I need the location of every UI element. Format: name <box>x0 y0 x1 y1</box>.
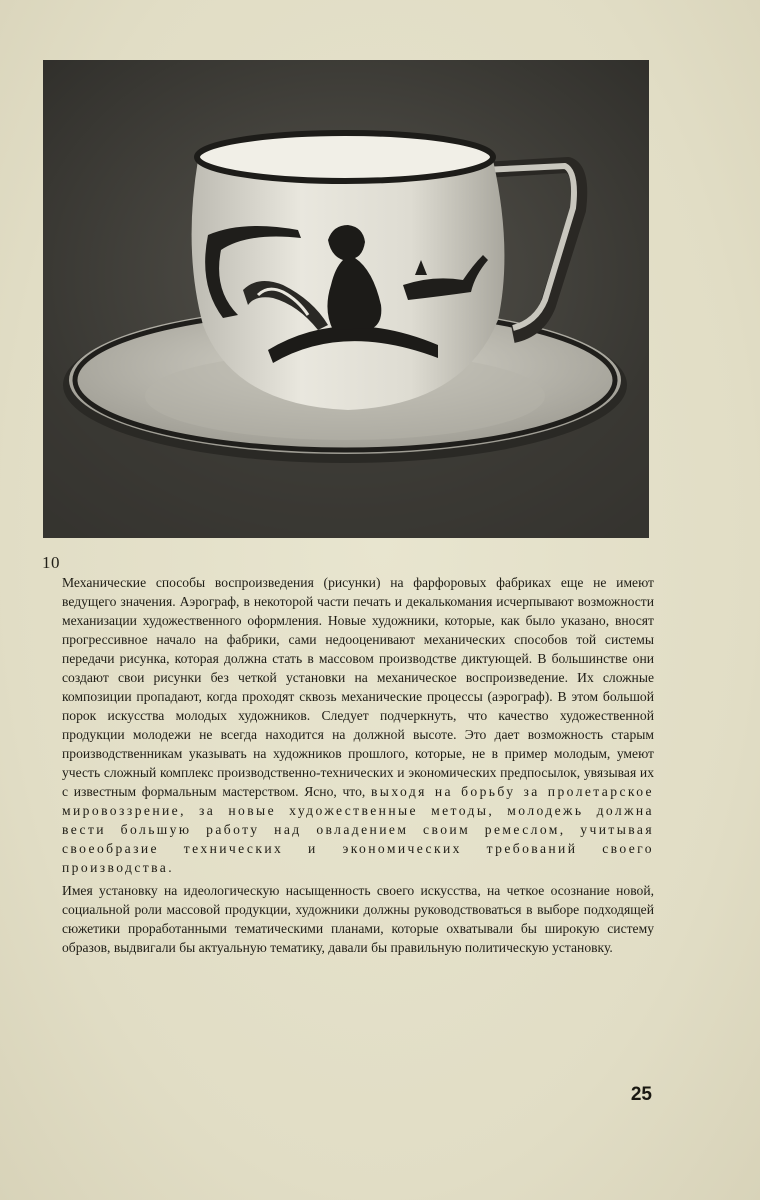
teacup-illustration <box>43 60 649 538</box>
paragraph-1 <box>62 573 654 877</box>
cup-body <box>192 133 505 410</box>
page-number: 25 <box>630 1084 652 1105</box>
article-text <box>62 573 654 957</box>
paragraph-1-spaced-text: выходя на борьбу за пролетарское мировоззрение, за новые художественные методы, молодежь должна вести большую работу над овладением своим ремеслом, учитывая своеобразие технических и экономических требований своего производства. <box>62 784 654 875</box>
paragraph-2: Имея установку на идеологическую насыщенность своего искусства, на четкое осознание новой, социальной роли массовой продукции, художники должны руководствоваться в выборе подходящей сюжетики проработанными тематическими планами, которые охватывали бы широкую систему образов, выдвигали бы актуальную тематику, давали бы правильную политическую установку. <box>62 883 654 955</box>
figure-number: 10 <box>42 553 60 572</box>
paragraph-1-text: Механические способы воспроизведения (рисунки) на фарфоровых фабриках еще не имеют ведущего значения. Аэрограф, в некоторой части печать и декалькомания исчерпывают возможности механизации художественного оформления. Новые художники, которые, как было указано, вносят прогрессивное начало на фабрики, сами недооценивают механических способов той системы передачи рисунка, которая должна стать в массовом производстве диктующей. В большинстве они создают свои рисунки без четкой установки на механическое воспроизведение. Их сложные композиции пропадают, когда проходят сквозь механические процессы (аэрограф). В этом большой порок искусства молодых художников. Следует подчеркнуть, что качество художественной продукции молодежи не всегда находится на должной высоте. Это дает возможность старым производственникам указывать на художников прошлого, которые, не в пример молодым, умеют учесть сложный комплекс производственно-технических и экономических предпосылок, увязывая их с известным формальным мастерством. Ясно, что, <box>62 575 654 799</box>
teacup-photograph <box>43 60 649 538</box>
